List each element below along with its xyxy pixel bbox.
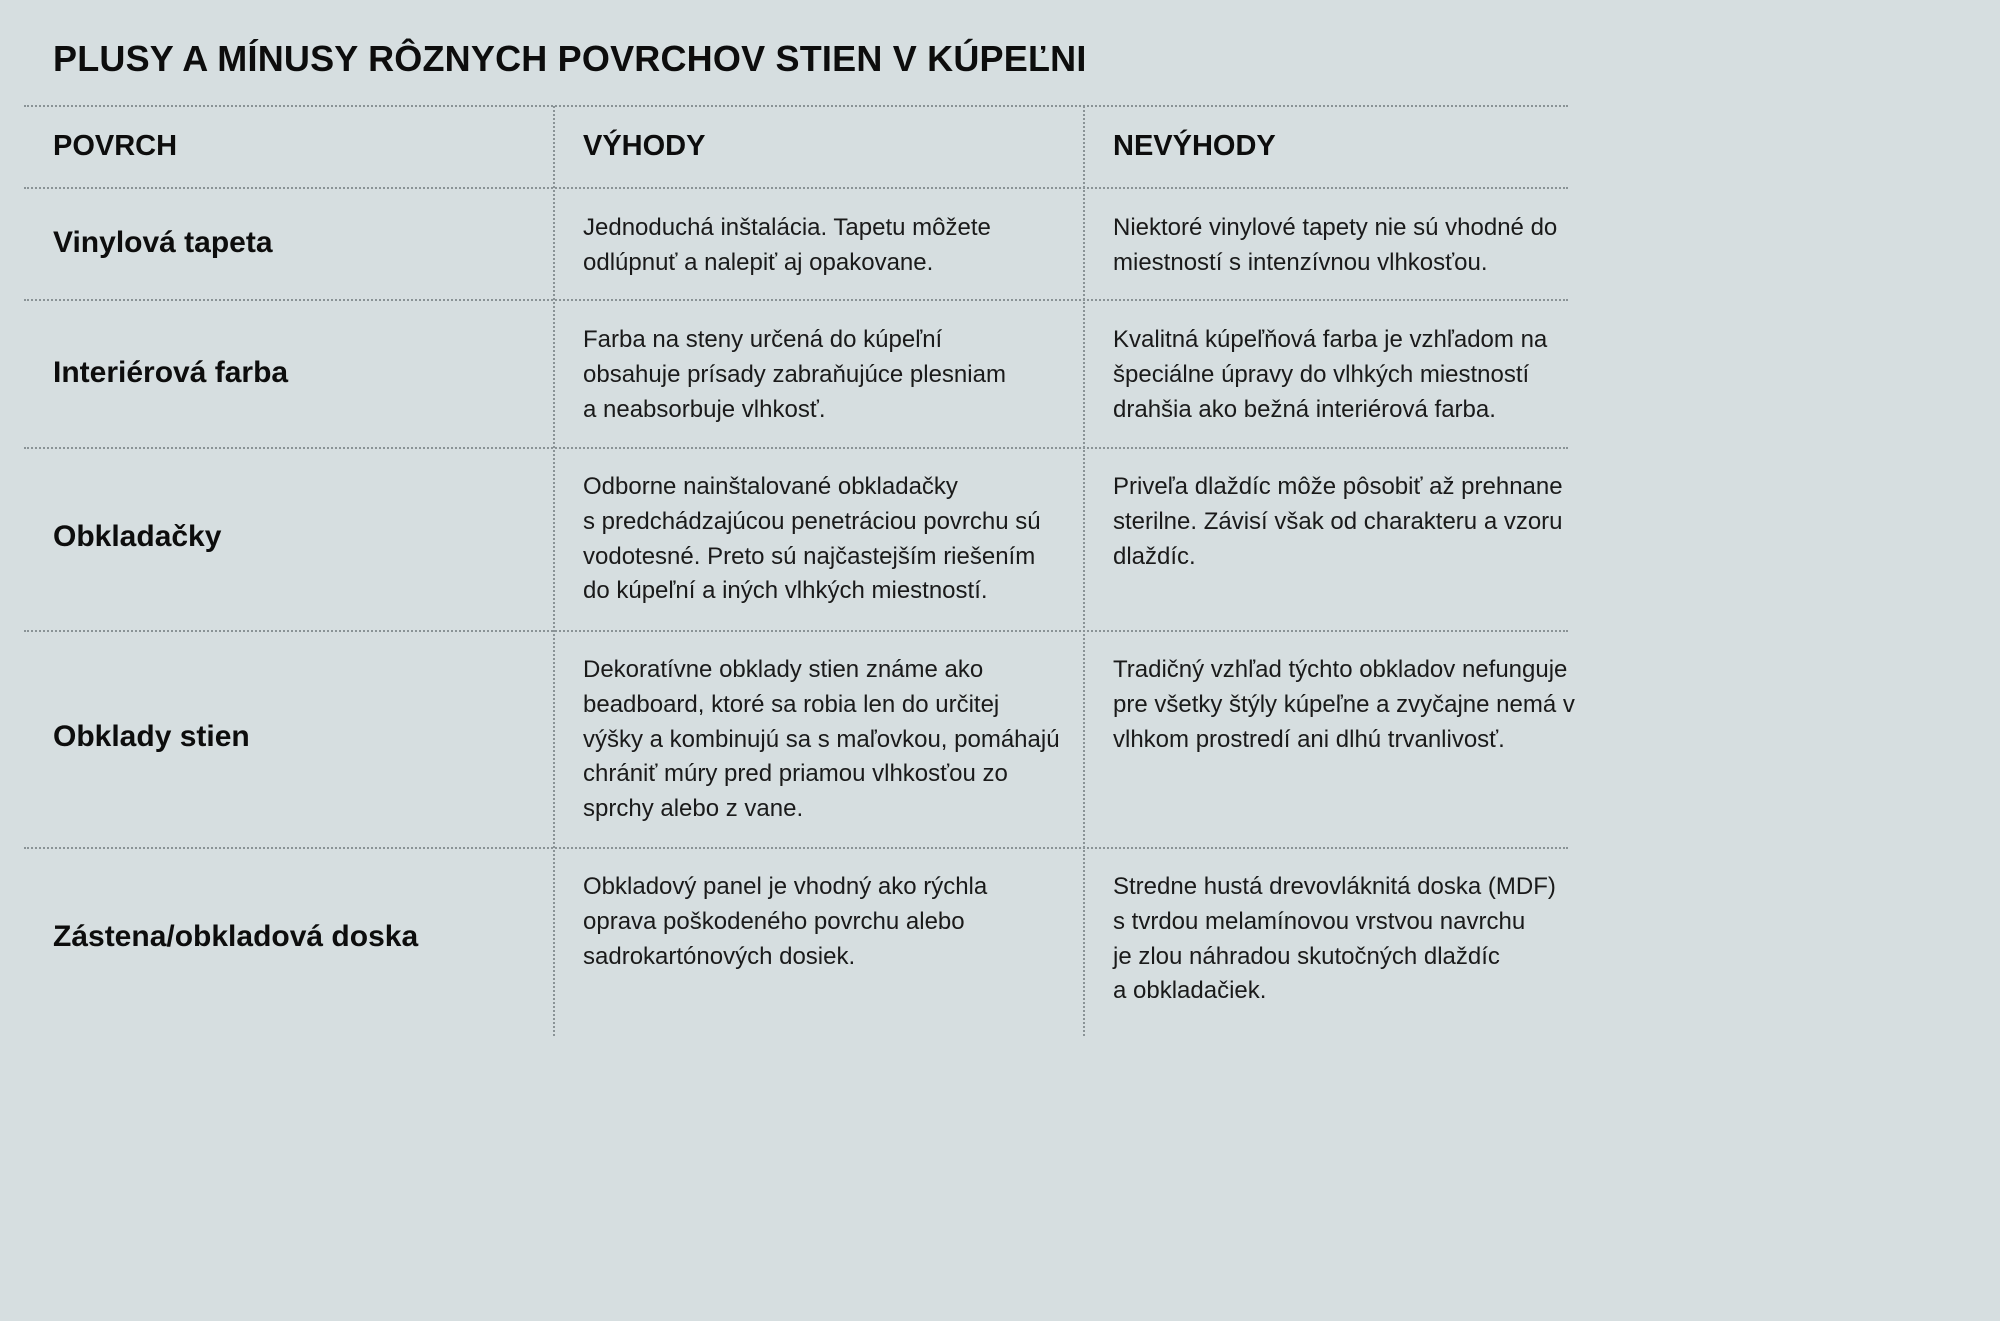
surface-name: Obkladačky <box>53 520 222 553</box>
row-divider <box>24 447 1568 449</box>
column-divider <box>553 106 555 1036</box>
row-divider <box>24 630 1568 632</box>
cons-text: Kvalitná kúpeľňová farba je vzhľadom na špeciálne úpravy do vlhkých miestností drahšia ako bežná interiérová farba. <box>1113 326 1548 423</box>
cons-text: Priveľa dlaždíc môže pôsobiť až prehnane sterilne. Závisí však od charakteru a vzoru dlaždíc. <box>1113 473 1563 570</box>
cons-text: Tradičný vzhľad týchto obkladov nefunguje pre všetky štýly kúpeľne a zvyčajne nemá v vlhkom prostredí ani dlhú trvanlivosť. <box>1113 656 1575 753</box>
pros-text: Farba na steny určená do kúpeľní obsahuje prísady zabraňujúce plesniam a neabsorbuje vlhkosť. <box>583 326 1006 423</box>
row-divider <box>24 847 1568 849</box>
header-divider <box>24 187 1568 189</box>
pros-text: Odborne nainštalované obkladačky s predchádzajúcou penetráciou povrchu sú vodotesné. Preto sú najčastejším riešením do kúpeľní a iných vlhkých miestností. <box>583 473 1041 605</box>
header-cons: NEVÝHODY <box>1113 130 1276 162</box>
cons-text: Niektoré vinylové tapety nie sú vhodné do miestností s intenzívnou vlhkosťou. <box>1113 214 1558 276</box>
page-title: PLUSY A MÍNUSY RÔZNYCH POVRCHOV STIEN V KÚPEĽNI <box>53 38 1087 79</box>
pros-text: Dekoratívne obklady stien známe ako beadboard, ktoré sa robia len do určitej výšky a kombinujú sa s maľovkou, pomáhajú chrániť múry pred priamou vlhkosťou zo sprchy alebo z vane. <box>583 656 1060 823</box>
title-divider <box>24 105 1568 107</box>
surface-name: Interiérová farba <box>53 356 289 389</box>
column-divider <box>1083 106 1085 1036</box>
surface-name: Zástena/obkladová doska <box>53 920 419 953</box>
row-divider <box>24 299 1568 301</box>
header-surface: POVRCH <box>53 130 178 162</box>
pros-text: Jednoduchá inštalácia. Tapetu môžete odlúpnuť a nalepiť aj opakovane. <box>583 214 991 276</box>
header-pros: VÝHODY <box>583 130 706 162</box>
cons-text: Stredne hustá drevovláknitá doska (MDF) s tvrdou melamínovou vrstvou navrchu je zlou náhradou skutočných dlaždíc a obkladačiek. <box>1113 873 1556 1005</box>
pros-text: Obkladový panel je vhodný ako rýchla oprava poškodeného povrchu alebo sadrokartónových dosiek. <box>583 873 988 970</box>
surface-name: Vinylová tapeta <box>53 226 273 259</box>
surface-name: Obklady stien <box>53 720 250 753</box>
